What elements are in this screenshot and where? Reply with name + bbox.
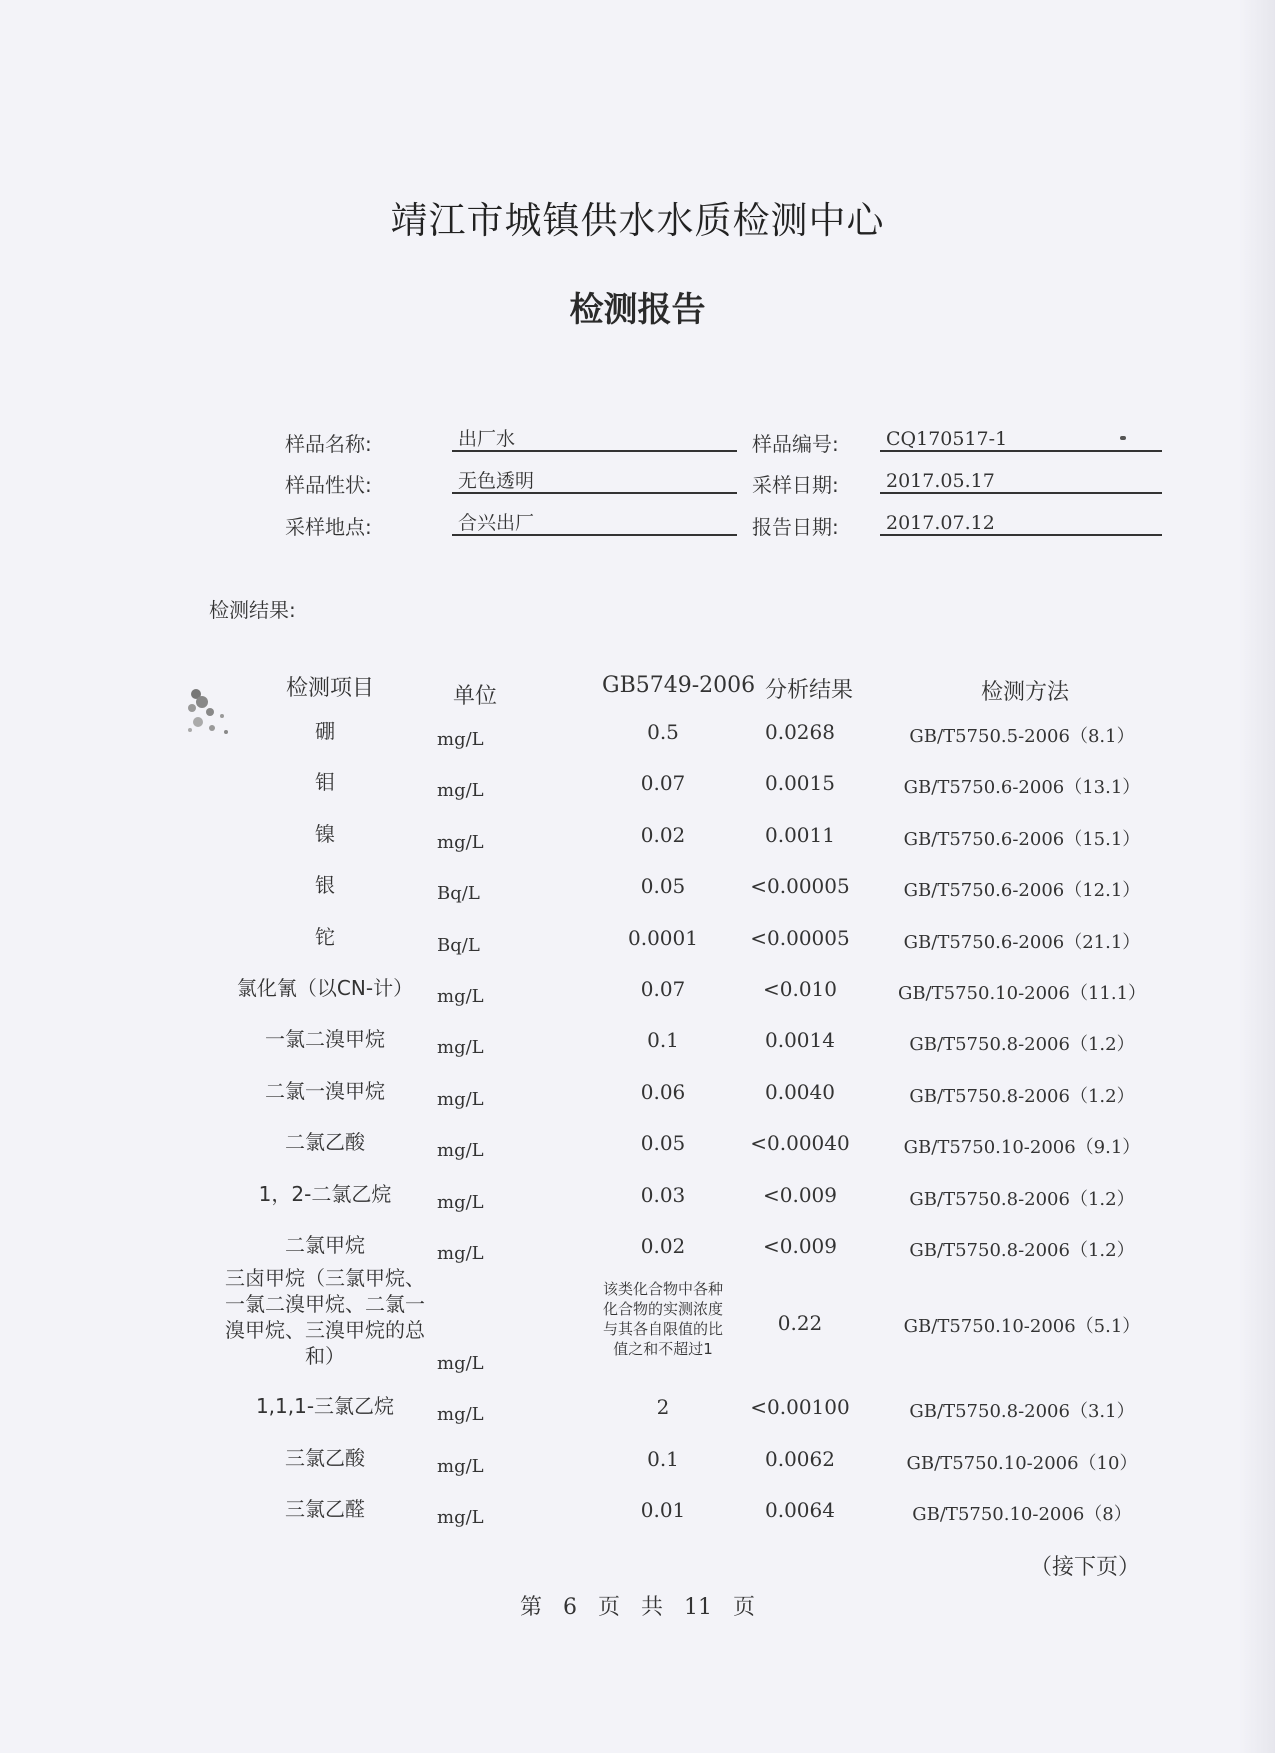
result-method: GB/T5750.6-2006（21.1）	[903, 932, 1141, 953]
trihalomethane-limit-note	[583, 1279, 743, 1359]
result-unit: mg/L	[437, 986, 484, 1007]
result-limit: 0.06	[640, 1080, 686, 1104]
sampling-date-label: 采样日期:	[752, 473, 839, 497]
sample-name-value: 出厂水	[452, 424, 737, 452]
result-item: 镍	[315, 822, 335, 846]
result-unit: mg/L	[437, 1089, 484, 1110]
result-item: 1,1,1-三氯乙烷	[255, 1394, 395, 1418]
sampling-location-value: 合兴出厂	[452, 508, 737, 536]
results-section-label: 检测结果:	[209, 598, 296, 622]
trihalomethane-item-line: 三卤甲烷（三氯甲烷、	[225, 1266, 425, 1290]
result-method: GB/T5750.8-2006（1.2）	[909, 1086, 1135, 1107]
result-value: 0.0014	[765, 1028, 835, 1052]
result-limit: 0.07	[640, 977, 686, 1001]
limit-note-line: 与其各自限值的比	[602, 1320, 723, 1338]
continue-note: （接下页）	[1030, 1555, 1141, 1580]
result-value: <0.00005	[750, 874, 850, 898]
result-limit: 0.01	[640, 1498, 686, 1522]
col-header-method: 检测方法	[980, 680, 1069, 705]
result-item: 二氯一溴甲烷	[265, 1079, 385, 1103]
col-header-item: 检测项目	[285, 676, 374, 701]
trihalomethane-item-line: 和）	[305, 1344, 345, 1368]
result-limit: 0.05	[640, 874, 686, 898]
sample-state-value: 无色透明	[452, 466, 737, 494]
result-method: GB/T5750.8-2006（3.1）	[909, 1401, 1135, 1422]
trihalomethane-item-line: 溴甲烷、三溴甲烷的总	[225, 1318, 425, 1342]
result-value: 0.0064	[765, 1498, 835, 1522]
result-unit: mg/L	[437, 1140, 484, 1161]
sample-name-label: 样品名称:	[285, 432, 372, 456]
result-value: 0.0268	[765, 720, 835, 744]
result-method: GB/T5750.6-2006（15.1）	[903, 829, 1141, 850]
result-method: GB/T5750.6-2006（13.1）	[903, 777, 1141, 798]
sampling-date-value: 2017.05.17	[880, 466, 1162, 494]
scan-speck	[1120, 436, 1126, 440]
result-unit: mg/L	[437, 729, 484, 750]
result-item: 硼	[315, 719, 335, 743]
result-value: <0.00005	[750, 926, 850, 950]
result-item: 二氯乙酸	[285, 1130, 365, 1154]
org-title: 靖江市城镇供水水质检测中心	[390, 199, 885, 242]
sampling-location-label: 采样地点:	[285, 515, 372, 539]
result-limit: 0.02	[640, 1234, 686, 1258]
report-title: 检测报告	[569, 290, 706, 330]
result-value: <0.010	[762, 977, 837, 1001]
trihalomethane-method: GB/T5750.10-2006（5.1）	[903, 1316, 1141, 1337]
result-item: 银	[315, 873, 335, 897]
limit-note-line: 该类化合物中各种	[602, 1280, 723, 1298]
limit-note-line: 值之和不超过1	[613, 1340, 713, 1358]
result-limit: 0.0001	[628, 926, 698, 950]
sample-state-label: 样品性状:	[285, 473, 372, 497]
result-method: GB/T5750.6-2006（12.1）	[903, 880, 1141, 901]
result-unit: Bq/L	[437, 935, 480, 956]
result-limit: 0.1	[647, 1028, 679, 1052]
col-header-unit: 单位	[453, 684, 498, 709]
report-date-value: 2017.07.12	[880, 508, 1162, 536]
result-unit: Bq/L	[437, 883, 480, 904]
sample-code-value: CQ170517-1	[880, 424, 1162, 452]
result-method: GB/T5750.10-2006（10）	[906, 1453, 1138, 1474]
result-unit: mg/L	[437, 1037, 484, 1058]
result-value: 0.0015	[765, 771, 835, 795]
result-method: GB/T5750.8-2006（1.2）	[909, 1240, 1135, 1261]
col-header-standard: GB5749-2006	[602, 673, 756, 698]
result-method: GB/T5750.8-2006（1.2）	[909, 1034, 1135, 1055]
result-method: GB/T5750.10-2006（11.1）	[897, 983, 1147, 1004]
result-method: GB/T5750.8-2006（1.2）	[909, 1189, 1135, 1210]
result-unit: mg/L	[437, 1192, 484, 1213]
report-date-label: 报告日期:	[752, 515, 839, 539]
result-unit: mg/L	[437, 832, 484, 853]
result-value: 0.0062	[765, 1447, 835, 1471]
result-item: 氯化氰（以CN-计）	[236, 976, 414, 1000]
result-method: GB/T5750.5-2006（8.1）	[909, 726, 1135, 747]
col-header-result: 分析结果	[764, 678, 853, 703]
result-item: 钼	[315, 770, 335, 794]
trihalomethane-item	[205, 1265, 445, 1369]
result-value: 0.0040	[765, 1080, 835, 1104]
result-limit: 0.03	[640, 1183, 686, 1207]
result-unit: mg/L	[437, 1404, 484, 1425]
result-limit: 2	[656, 1395, 670, 1419]
result-item: 三氯乙醛	[285, 1497, 365, 1521]
result-unit: mg/L	[437, 780, 484, 801]
result-limit: 0.05	[640, 1131, 686, 1155]
result-item: 一氯二溴甲烷	[265, 1027, 385, 1051]
result-value: <0.00100	[750, 1395, 850, 1419]
trihalomethane-item-line: 一氯二溴甲烷、二氯一	[225, 1292, 425, 1316]
sample-code-label: 样品编号:	[752, 432, 839, 456]
result-method: GB/T5750.10-2006（9.1）	[903, 1137, 1141, 1158]
result-unit: mg/L	[437, 1456, 484, 1477]
limit-note-line: 化合物的实测浓度	[602, 1300, 723, 1318]
result-value: <0.00040	[750, 1131, 850, 1155]
trihalomethane-result: 0.22	[777, 1311, 823, 1335]
result-item: 铊	[315, 925, 335, 949]
result-value: <0.009	[762, 1234, 837, 1258]
result-unit: mg/L	[437, 1507, 484, 1528]
result-item: 二氯甲烷	[285, 1233, 365, 1257]
trihalomethane-unit: mg/L	[437, 1353, 484, 1374]
result-limit: 0.07	[640, 771, 686, 795]
result-item: 三氯乙酸	[285, 1446, 365, 1470]
result-limit: 0.5	[647, 720, 679, 744]
result-limit: 0.02	[640, 823, 686, 847]
result-unit: mg/L	[437, 1243, 484, 1264]
result-value: 0.0011	[765, 823, 835, 847]
result-method: GB/T5750.10-2006（8）	[912, 1504, 1132, 1525]
result-limit: 0.1	[647, 1447, 679, 1471]
result-value: <0.009	[762, 1183, 837, 1207]
result-item: 1，2-二氯乙烷	[258, 1182, 392, 1206]
page-number: 第 6 页 共 11 页	[520, 1595, 755, 1620]
page-edge-shadow	[1239, 0, 1275, 1753]
